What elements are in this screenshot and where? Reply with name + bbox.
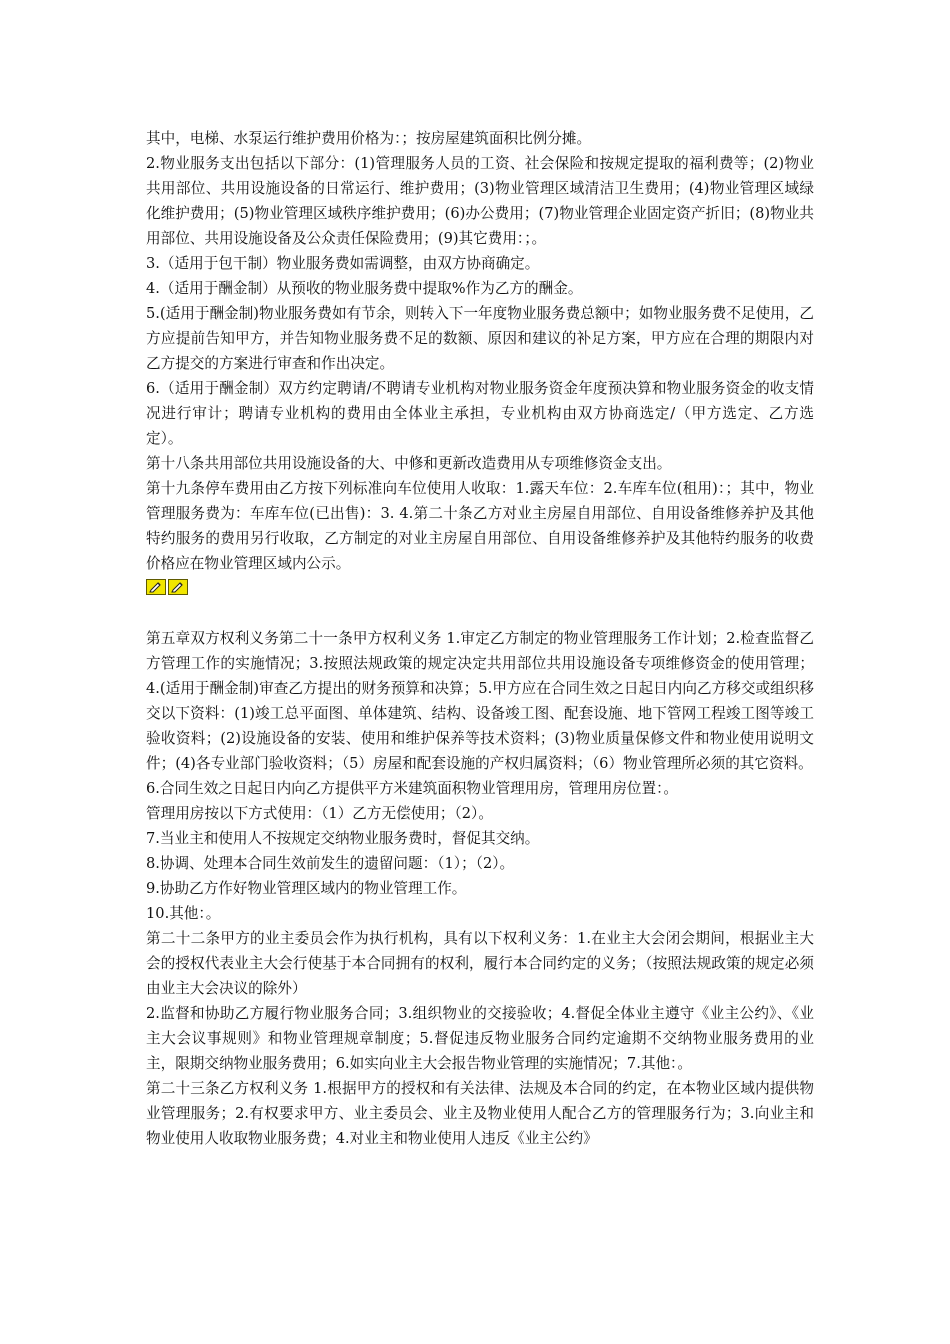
paragraphs-after-section	[146, 626, 814, 1151]
paragraph: 8.协调、处理本合同生效前发生的遗留问题：（1）；（2）。	[146, 855, 515, 872]
paragraph: 第五章双方权利义务第二十一条甲方权利义务 1.审定乙方制定的物业管理服务工作计划；2.检查监督乙方管理工作的实施情况；3.按照法规政策的规定决定共用部位共用设施设备专项维修资金的使用管理；4.(适用于酬金制)审查乙方提出的财务预算和决算；5.甲方应在合同生效之日起日内向乙方移交或组织移交以下资料：(1)竣工总平面图、单体建筑、结构、设备竣工图、配套设施、地下管网工程竣工图等竣工验收资料；(2)设施设备的安装、使用和维护保养等技术资料；(3)物业质量保修文件和物业使用说明文件；(4)各专业部门验收资料；（5）房屋和配套设施的产权归属资料；（6）物业管理所必须的其它资料。	[146, 630, 814, 772]
paragraph: 其中，电梯、水泵运行维护费用价格为：；按房屋建筑面积比例分摊。	[146, 130, 592, 147]
paragraph: 10.其他：。	[146, 905, 221, 922]
paragraph: 第十九条停车费用由乙方按下列标准向车位使用人收取：1.露天车位：2.车库车位(租用)：；其中，物业管理服务费为：车库车位(已出售)：3. 4.第二十条乙方对业主房屋自用部位、自用设备维修养护及其他特约服务的费用另行收取，乙方制定的对业主房屋自用部位、自用设备维修养护及其他特约服务的收费价格应在物业管理区域内公示。	[146, 480, 814, 572]
paragraph: 7.当业主和使用人不按规定交纳物业服务费时，督促其交纳。	[146, 830, 540, 847]
paragraph: 第二十三条乙方权利义务 1.根据甲方的授权和有关法律、法规及本合同的约定，在本物业区域内提供物业管理服务；2.有权要求甲方、业主委员会、业主及物业使用人配合乙方的管理服务行为；3.向业主和物业使用人收取物业服务费；4.对业主和物业使用人违反《业主公约》	[146, 1080, 814, 1147]
paragraph: 9.协助乙方作好物业管理区域内的物业管理工作。	[146, 880, 467, 897]
edit-pencil-icon[interactable]	[146, 579, 166, 595]
paragraph: 2.物业服务支出包括以下部分：(1)管理服务人员的工资、社会保险和按规定提取的福利费等；(2)物业共用部位、共用设施设备的日常运行、维护费用；(3)物业管理区域清洁卫生费用；(4)物业管理区域绿化维护费用；(5)物业管理区域秩序维护费用；(6)办公费用；(7)物业管理企业固定资产折旧；(8)物业共用部位、共用设施设备及公众责任保险费用；(9)其它费用：；。	[146, 155, 814, 247]
paragraph: 5.(适用于酬金制)物业服务费如有节余，则转入下一年度物业服务费总额中；如物业服务费不足使用，乙方应提前告知甲方，并告知物业服务费不足的数额、原因和建议的补足方案，甲方应在合理的期限内对乙方提交的方案进行审查和作出决定。	[146, 305, 814, 372]
edit-pencil-icon[interactable]	[168, 579, 188, 595]
paragraph: 第十八条共用部位共用设施设备的大、中修和更新改造费用从专项维修资金支出。	[146, 455, 672, 472]
paragraph: 管理用房按以下方式使用：（1）乙方无偿使用；（2）。	[146, 805, 493, 822]
paragraphs-before-section	[146, 126, 814, 576]
paragraph: 4.（适用于酬金制）从预收的物业服务费中提取%作为乙方的酬金。	[146, 280, 583, 297]
embedded-icons	[146, 578, 814, 596]
document-body	[146, 126, 814, 1151]
paragraph: 第二十二条甲方的业主委员会作为执行机构，具有以下权利义务：1.在业主大会闭会期间，根据业主大会的授权代表业主大会行使基于本合同拥有的权利，履行本合同约定的义务；（按照法规政策的规定必须由业主大会决议的除外）	[146, 930, 814, 997]
paragraph: 6.（适用于酬金制）双方约定聘请/不聘请专业机构对物业服务资金年度预决算和物业服务资金的收支情况进行审计；聘请专业机构的费用由全体业主承担，专业机构由双方协商选定/（甲方选定、乙方选定）。	[146, 380, 814, 447]
paragraph: 6.合同生效之日起日内向乙方提供平方米建筑面积物业管理用房，管理用房位置：。	[146, 780, 679, 797]
paragraph: 3.（适用于包干制）物业服务费如需调整，由双方协商确定。	[146, 255, 540, 272]
paragraph: 2.监督和协助乙方履行物业服务合同；3.组织物业的交接验收；4.督促全体业主遵守《业主公约》、《业主大会议事规则》和物业管理规章制度；5.督促违反物业服务合同约定逾期不交纳物业服务费用的业主，限期交纳物业服务费用；6.如实向业主大会报告物业管理的实施情况；7.其他：。	[146, 1005, 814, 1072]
